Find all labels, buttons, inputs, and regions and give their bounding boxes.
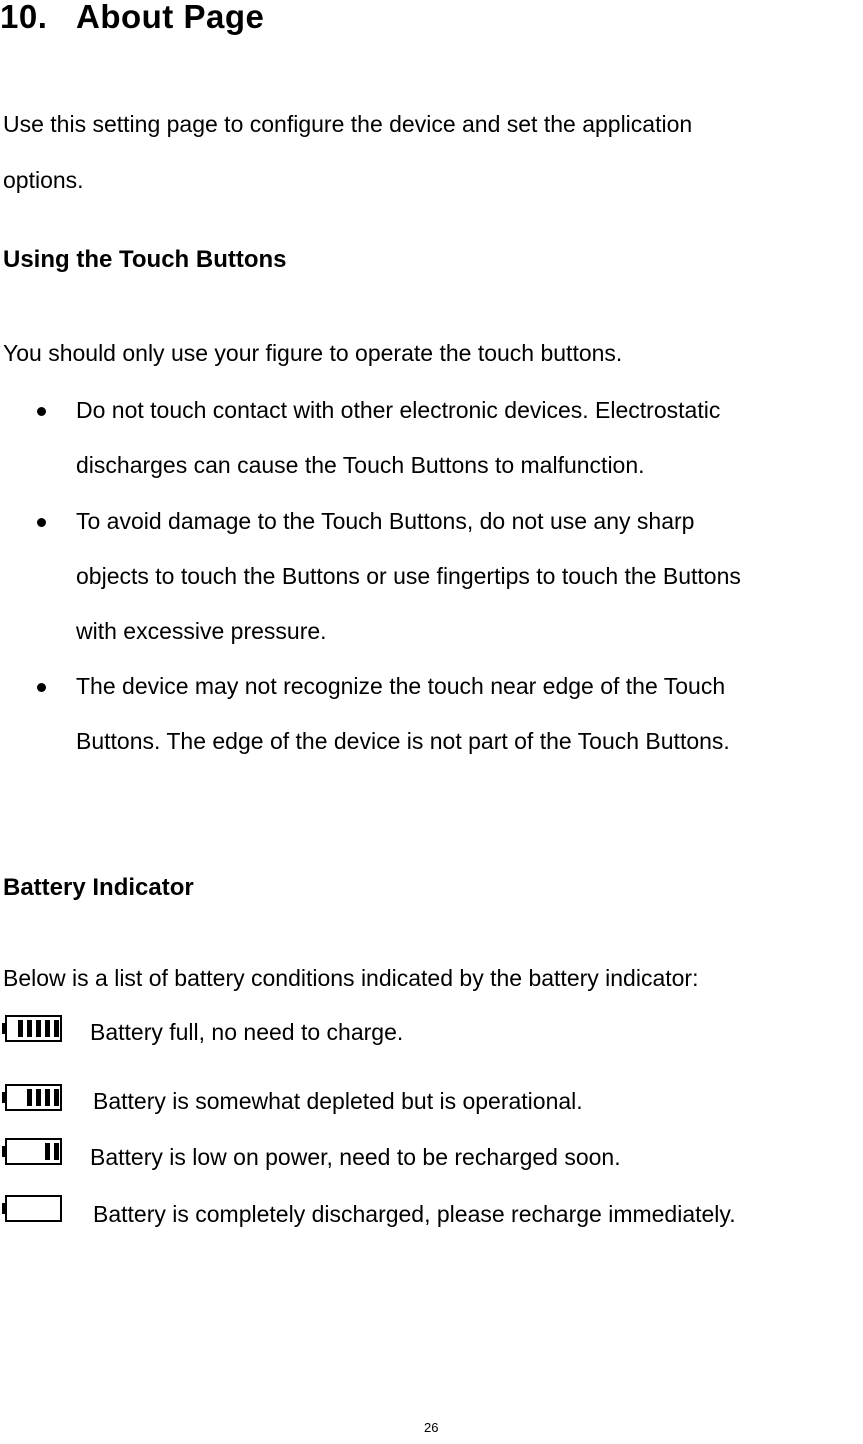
battery-bars	[18, 1020, 59, 1037]
battery-section-title: Battery Indicator	[3, 874, 194, 901]
battery-bar	[45, 1020, 50, 1037]
bullet-3-line-2: Buttons. The edge of the device is not part of the Touch Buttons.	[76, 728, 730, 754]
battery-bar	[27, 1089, 32, 1106]
battery-bar	[54, 1020, 59, 1037]
page-title: About Page	[76, 0, 265, 35]
touch-section-lead: You should only use your figure to operate the touch buttons.	[3, 340, 623, 366]
intro-line-2: options.	[3, 167, 84, 193]
battery-full-icon	[2, 1013, 66, 1047]
bullet-1-line-1: Do not touch contact with other electronic devices. Electrostatic	[76, 397, 721, 423]
battery-full-text: Battery full, no need to charge.	[90, 1019, 404, 1045]
bullet-icon	[37, 518, 46, 527]
battery-bar	[27, 1020, 32, 1037]
battery-bar	[45, 1089, 50, 1106]
battery-section-lead: Below is a list of battery conditions indicated by the battery indicator:	[3, 965, 699, 991]
bullet-2-line-2: objects to touch the Buttons or use fingertips to touch the Buttons	[76, 563, 741, 589]
battery-bar	[36, 1020, 41, 1037]
bullet-icon	[37, 683, 46, 692]
battery-bars	[45, 1143, 59, 1160]
battery-empty-icon	[2, 1193, 66, 1227]
bullet-2-line-1: To avoid damage to the Touch Buttons, do not use any sharp	[76, 508, 695, 534]
battery-low-text: Battery is low on power, need to be recharged soon.	[90, 1144, 621, 1170]
battery-bar	[54, 1143, 59, 1160]
bullet-2-line-3: with excessive pressure.	[76, 618, 327, 644]
bullet-1-line-2: discharges can cause the Touch Buttons to malfunction.	[76, 452, 645, 478]
battery-bar	[45, 1143, 50, 1160]
battery-high-text: Battery is somewhat depleted but is operational.	[93, 1088, 583, 1114]
battery-bar	[54, 1089, 59, 1106]
bullet-icon	[37, 407, 46, 416]
battery-low-icon	[2, 1136, 66, 1170]
battery-bar	[18, 1020, 23, 1037]
section-number: 10.	[0, 0, 48, 35]
intro-line-1: Use this setting page to configure the device and set the application	[3, 111, 693, 137]
page-number: 26	[424, 1420, 439, 1435]
battery-empty-text: Battery is completely discharged, please recharge immediately.	[93, 1201, 736, 1227]
battery-high-icon	[2, 1082, 66, 1116]
bullet-3-line-1: The device may not recognize the touch near edge of the Touch	[76, 673, 726, 699]
battery-bars	[27, 1089, 59, 1106]
touch-section-title: Using the Touch Buttons	[3, 246, 287, 273]
battery-bar	[36, 1089, 41, 1106]
